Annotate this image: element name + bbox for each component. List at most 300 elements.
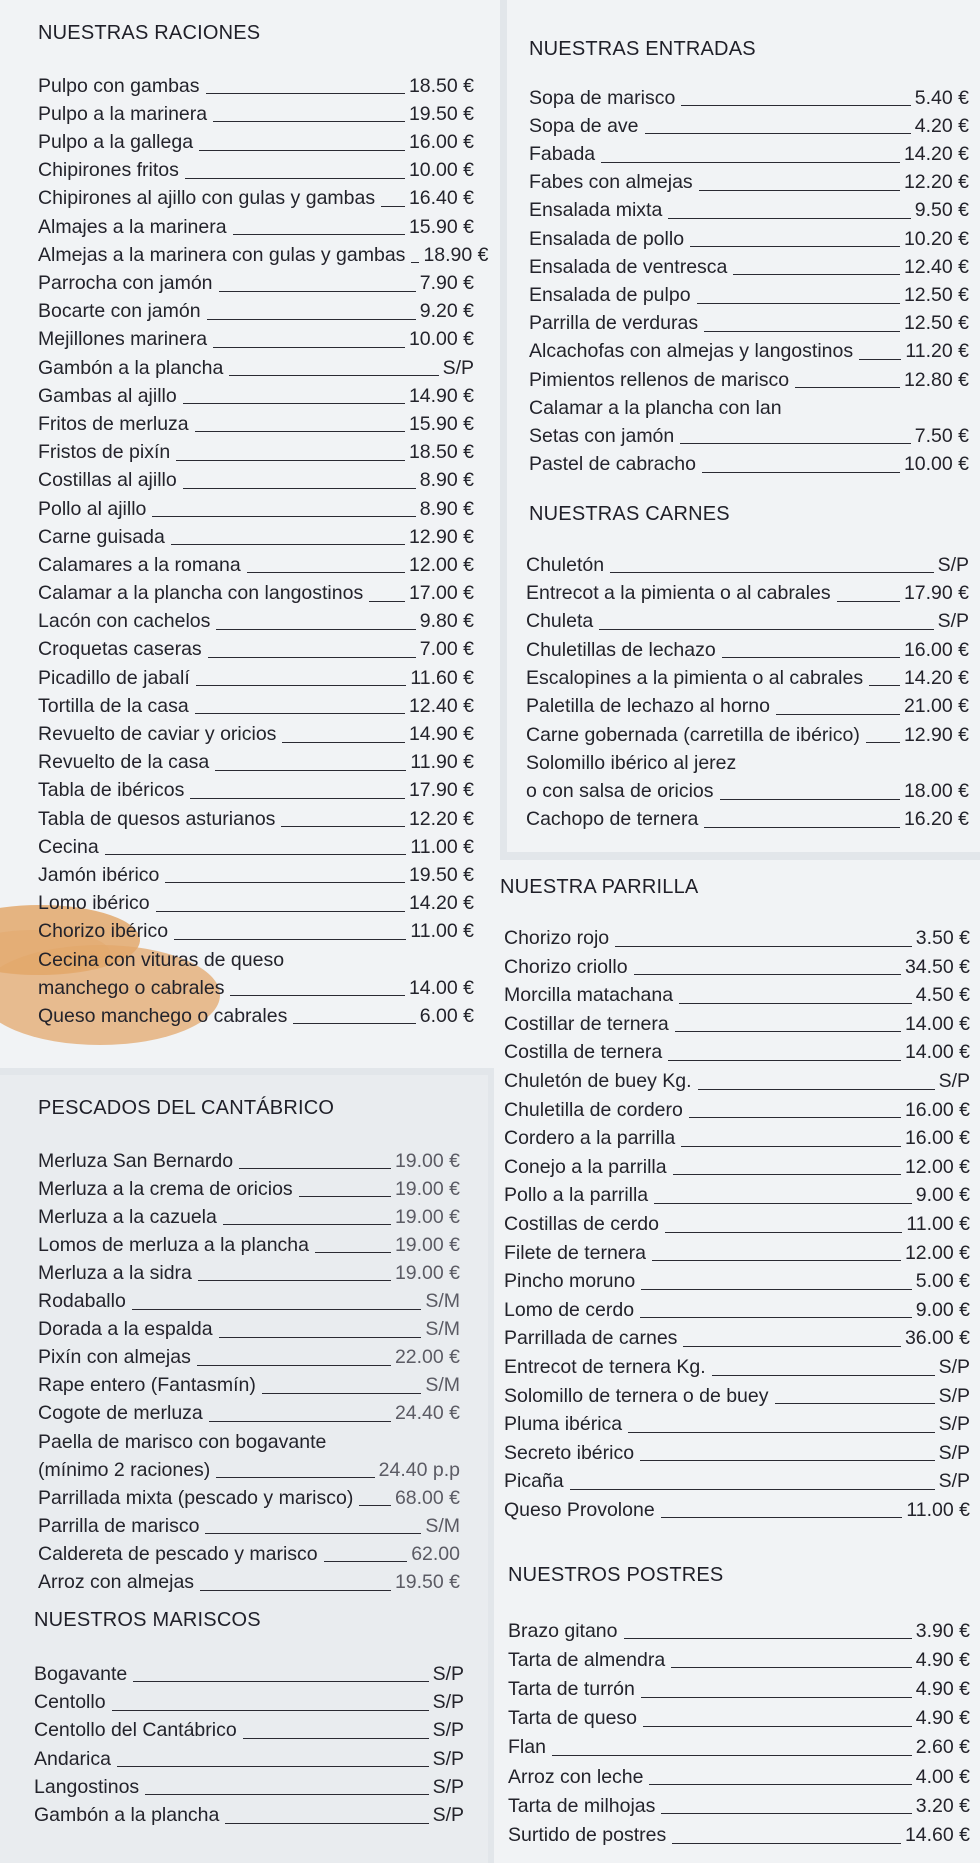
menu-item bbox=[34, 1656, 464, 1684]
menu-item bbox=[529, 362, 969, 390]
item-price: 11.60 € bbox=[410, 666, 474, 689]
menu-item bbox=[38, 942, 474, 970]
item-price: 12.90 € bbox=[903, 723, 969, 746]
item-price: 14.90 € bbox=[408, 384, 474, 407]
menu-item bbox=[508, 1612, 970, 1641]
item-name: Secreto ibérico bbox=[504, 1441, 635, 1464]
leader-line bbox=[206, 93, 405, 94]
leader-line bbox=[117, 1766, 429, 1767]
menu-item bbox=[529, 136, 969, 164]
leader-line bbox=[649, 1784, 911, 1785]
menu-item bbox=[38, 491, 474, 519]
leader-line bbox=[668, 218, 910, 219]
mariscos-list bbox=[34, 1656, 464, 1826]
leader-line bbox=[679, 1003, 912, 1004]
leader-line bbox=[628, 1432, 934, 1433]
item-price: 7.50 € bbox=[914, 424, 969, 447]
menu-item bbox=[38, 1480, 460, 1508]
item-name: Flan bbox=[508, 1736, 546, 1759]
item-price: S/P bbox=[937, 610, 969, 633]
menu-item bbox=[526, 632, 969, 660]
item-price: S/M bbox=[425, 1514, 460, 1537]
item-price: 19.00 € bbox=[394, 1205, 460, 1228]
item-name: Costillas al ajillo bbox=[38, 469, 177, 492]
item-price: 11.00 € bbox=[410, 920, 474, 943]
item-price: 17.90 € bbox=[903, 582, 969, 605]
menu-item bbox=[38, 378, 474, 406]
menu-item bbox=[38, 68, 474, 96]
item-name: Mejillones marinera bbox=[38, 328, 208, 351]
menu-item bbox=[526, 660, 969, 688]
menu-item bbox=[38, 124, 474, 152]
section-title-parrilla: NUESTRA PARRILLA bbox=[500, 876, 699, 898]
menu-item bbox=[526, 688, 969, 716]
item-name: Merluza San Bernardo bbox=[38, 1149, 234, 1172]
menu-item bbox=[504, 1435, 970, 1464]
item-price: S/M bbox=[425, 1374, 460, 1397]
item-price: 14.20 € bbox=[903, 666, 969, 689]
menu-item bbox=[38, 1312, 460, 1340]
item-price: 9.00 € bbox=[915, 1298, 970, 1321]
item-name: Sopa de marisco bbox=[529, 86, 676, 109]
menu-item bbox=[529, 306, 969, 334]
leader-line bbox=[683, 1346, 901, 1347]
item-name: Tarta de queso bbox=[508, 1707, 638, 1730]
menu-item bbox=[504, 1406, 970, 1435]
section-title-pescados: PESCADOS DEL CANTÁBRICO bbox=[38, 1097, 335, 1119]
menu-item bbox=[529, 221, 969, 249]
menu-item bbox=[38, 970, 474, 998]
item-price: 5.40 € bbox=[914, 86, 969, 109]
item-price: 16.20 € bbox=[903, 808, 969, 831]
item-price: 3.20 € bbox=[915, 1794, 970, 1817]
leader-line bbox=[299, 1196, 391, 1197]
leader-line bbox=[673, 1174, 901, 1175]
leader-line bbox=[552, 1755, 912, 1756]
item-price: 15.90 € bbox=[408, 412, 474, 435]
item-price: 2.60 € bbox=[915, 1736, 970, 1759]
item-price: 34.50 € bbox=[904, 955, 970, 978]
item-name: Fabes con almejas bbox=[529, 171, 693, 194]
leader-line bbox=[195, 713, 405, 714]
item-name: Carne guisada bbox=[38, 525, 165, 548]
menu-item bbox=[38, 1199, 460, 1227]
leader-line bbox=[645, 133, 911, 134]
leader-line bbox=[229, 375, 438, 376]
leader-line bbox=[195, 431, 405, 432]
item-name: Pulpo a la marinera bbox=[38, 102, 208, 125]
leader-line bbox=[230, 995, 404, 996]
menu-item bbox=[504, 1263, 970, 1292]
item-name: Costilla de ternera bbox=[504, 1041, 663, 1064]
leader-line bbox=[643, 1726, 912, 1727]
item-name: Centollo bbox=[34, 1691, 106, 1714]
item-price: 18.90 € bbox=[423, 243, 489, 266]
item-price: 7.00 € bbox=[419, 638, 474, 661]
section-title-mariscos: NUESTROS MARISCOS bbox=[34, 1609, 261, 1631]
menu-item bbox=[504, 1235, 970, 1264]
carnes-list bbox=[526, 547, 969, 830]
menu-item bbox=[38, 463, 474, 491]
item-name: Ensalada de pulpo bbox=[529, 284, 691, 306]
item-price: 18.00 € bbox=[903, 780, 969, 803]
leader-line bbox=[196, 685, 407, 686]
item-price: 16.00 € bbox=[904, 1127, 970, 1150]
item-price: 18.50 € bbox=[408, 441, 474, 464]
leader-line bbox=[219, 291, 416, 292]
menu-item bbox=[529, 446, 969, 474]
item-name: Pulpo con gambas bbox=[38, 74, 200, 97]
item-name: Jamón ibérico bbox=[38, 863, 160, 886]
item-name: Chorizo rojo bbox=[504, 927, 610, 950]
item-name: Gambón a la plancha bbox=[34, 1804, 220, 1827]
leader-line bbox=[601, 162, 900, 163]
pescados-list bbox=[38, 1143, 460, 1593]
item-name: Pixín con almejas bbox=[38, 1346, 191, 1369]
item-price: S/P bbox=[937, 553, 969, 576]
item-price: 11.00 € bbox=[906, 1498, 970, 1521]
item-name: Revuelto de la casa bbox=[38, 751, 210, 774]
item-name: Conejo a la parrilla bbox=[504, 1155, 667, 1178]
menu-item bbox=[38, 96, 474, 124]
leader-line bbox=[247, 572, 405, 573]
leader-line bbox=[672, 1843, 901, 1844]
item-name: Tarta de almendra bbox=[508, 1648, 666, 1671]
item-price: S/P bbox=[938, 1384, 970, 1407]
item-price: 14.00 € bbox=[904, 1041, 970, 1064]
item-name: Picaña bbox=[504, 1470, 564, 1493]
item-price: 5.00 € bbox=[915, 1270, 970, 1293]
leader-line bbox=[324, 1561, 408, 1562]
menu-item bbox=[38, 801, 474, 829]
item-price: 16.40 € bbox=[408, 187, 474, 210]
item-name: Entrecot a la pimienta o al cabrales bbox=[526, 582, 831, 605]
menu-item bbox=[38, 829, 474, 857]
menu-item bbox=[504, 1378, 970, 1407]
menu-item bbox=[38, 1340, 460, 1368]
menu-item bbox=[38, 660, 474, 688]
leader-line bbox=[281, 826, 405, 827]
menu-item bbox=[38, 209, 474, 237]
menu-item bbox=[38, 519, 474, 547]
leader-line bbox=[112, 1710, 429, 1711]
menu-item bbox=[38, 1424, 460, 1452]
item-name: Cogote de merluza bbox=[38, 1402, 203, 1425]
leader-line bbox=[174, 939, 406, 940]
item-price: 4.90 € bbox=[915, 1678, 970, 1701]
item-price: 19.50 € bbox=[394, 1571, 460, 1593]
item-price: 11.00 € bbox=[906, 1213, 970, 1236]
item-name: Lomo de cerdo bbox=[504, 1298, 635, 1321]
leader-line bbox=[775, 1403, 935, 1404]
item-name: Cecina con vituras de queso bbox=[38, 948, 285, 971]
menu-item bbox=[38, 1396, 460, 1424]
item-price: 36.00 € bbox=[904, 1327, 970, 1350]
item-name: Chuletilla de cordero bbox=[504, 1098, 683, 1121]
item-name: Carne gobernada (carretilla de ibérico) bbox=[526, 723, 860, 746]
item-price: 12.20 € bbox=[408, 807, 474, 830]
menu-item bbox=[34, 1713, 464, 1741]
item-name: Revuelto de caviar y oricios bbox=[38, 723, 277, 745]
leader-line bbox=[381, 206, 405, 207]
item-name: Tortilla de la casa bbox=[38, 694, 189, 717]
leader-line bbox=[200, 1590, 391, 1591]
item-name: Pastel de cabracho bbox=[529, 453, 696, 476]
item-price: 3.90 € bbox=[915, 1619, 970, 1642]
menu-item bbox=[504, 1063, 970, 1092]
leader-line bbox=[640, 1317, 912, 1318]
item-price: 6.00 € bbox=[419, 1004, 474, 1027]
raciones-list bbox=[38, 68, 489, 1027]
item-name: o con salsa de oricios bbox=[526, 780, 714, 803]
item-name: Pimientos rellenos de marisco bbox=[529, 368, 790, 391]
menu-item bbox=[38, 998, 474, 1026]
item-price: S/P bbox=[938, 1413, 970, 1436]
leader-line bbox=[722, 657, 900, 658]
item-price: 4.90 € bbox=[915, 1707, 970, 1730]
raciones-panel bbox=[0, 0, 500, 1068]
item-price: 22.00 € bbox=[394, 1346, 460, 1369]
item-name: Fristos de pixín bbox=[38, 441, 171, 464]
item-price: 12.50 € bbox=[903, 284, 969, 306]
item-price: S/M bbox=[425, 1290, 460, 1313]
item-name: Paella de marisco con bogavante bbox=[38, 1430, 327, 1453]
item-price: 4.00 € bbox=[915, 1765, 970, 1788]
leader-line bbox=[215, 770, 406, 771]
item-price: 10.20 € bbox=[903, 227, 969, 250]
item-price: 12.90 € bbox=[408, 525, 474, 548]
item-price: S/P bbox=[432, 1775, 464, 1798]
postres-list bbox=[508, 1612, 970, 1846]
item-price: 12.00 € bbox=[904, 1155, 970, 1178]
item-price: 21.00 € bbox=[903, 695, 969, 718]
entradas-carnes-panel bbox=[507, 0, 980, 852]
leader-line bbox=[634, 974, 901, 975]
item-name: Tabla de quesos asturianos bbox=[38, 807, 276, 830]
menu-item bbox=[38, 1171, 460, 1199]
item-name: Costillar de ternera bbox=[504, 1012, 669, 1035]
item-price: S/P bbox=[432, 1662, 464, 1685]
menu-item bbox=[38, 265, 474, 293]
menu-item bbox=[526, 773, 969, 801]
menu-item bbox=[38, 1143, 460, 1171]
menu-item bbox=[38, 406, 474, 434]
leader-line bbox=[315, 1252, 391, 1253]
menu-item bbox=[38, 434, 474, 462]
menu-item bbox=[38, 237, 489, 266]
item-price: S/P bbox=[938, 1356, 970, 1378]
leader-line bbox=[185, 178, 405, 179]
entradas-list bbox=[529, 80, 969, 475]
menu-item bbox=[504, 920, 970, 949]
leader-line bbox=[152, 516, 415, 517]
item-name: Merluza a la cazuela bbox=[38, 1205, 217, 1228]
menu-item bbox=[38, 1255, 460, 1283]
item-price: 4.90 € bbox=[915, 1648, 970, 1671]
leader-line bbox=[681, 1146, 901, 1147]
item-name: Calamares a la romana bbox=[38, 553, 241, 576]
item-name: Fritos de merluza bbox=[38, 412, 189, 435]
menu-item bbox=[38, 914, 474, 942]
item-price: 10.00 € bbox=[903, 453, 969, 476]
item-price: 14.00 € bbox=[408, 976, 474, 999]
pescados-mariscos-panel bbox=[0, 1075, 488, 1863]
item-price: 8.90 € bbox=[419, 497, 474, 520]
menu-item bbox=[34, 1684, 464, 1712]
item-name: Bocarte con jamón bbox=[38, 300, 201, 323]
item-price: 14.90 € bbox=[408, 723, 474, 745]
menu-item bbox=[508, 1787, 970, 1816]
item-name: Picadillo de jabalí bbox=[38, 666, 190, 689]
item-name: Dorada a la espalda bbox=[38, 1318, 213, 1341]
menu-item bbox=[526, 745, 969, 773]
leader-line bbox=[225, 1823, 428, 1824]
menu-item bbox=[508, 1700, 970, 1729]
item-name: Fabada bbox=[529, 143, 596, 166]
item-name: Centollo del Cantábrico bbox=[34, 1719, 237, 1742]
item-price: S/M bbox=[425, 1318, 460, 1341]
menu-item bbox=[38, 688, 474, 716]
leader-line bbox=[293, 1023, 415, 1024]
menu-item bbox=[529, 108, 969, 136]
item-name: Lomo ibérico bbox=[38, 892, 150, 915]
menu-item bbox=[529, 80, 969, 108]
item-price: 17.90 € bbox=[408, 779, 474, 802]
leader-line bbox=[720, 799, 900, 800]
item-name: Bogavante bbox=[34, 1662, 128, 1685]
item-price: 19.00 € bbox=[394, 1261, 460, 1284]
menu-item bbox=[529, 165, 969, 193]
menu-item bbox=[504, 1492, 970, 1521]
leader-line bbox=[239, 1168, 391, 1169]
item-name: Chorizo criollo bbox=[504, 955, 628, 978]
item-name: Pincho moruno bbox=[504, 1270, 636, 1293]
item-price: 4.20 € bbox=[914, 114, 969, 137]
menu-item bbox=[504, 949, 970, 978]
item-name: Rodaballo bbox=[38, 1290, 126, 1313]
leader-line bbox=[680, 443, 911, 444]
item-price: 9.20 € bbox=[419, 300, 474, 323]
item-price: 9.00 € bbox=[915, 1184, 970, 1207]
menu-item bbox=[504, 977, 970, 1006]
leader-line bbox=[712, 1375, 935, 1376]
item-name: Chipirones fritos bbox=[38, 159, 179, 182]
section-title-postres: NUESTROS POSTRES bbox=[508, 1564, 724, 1586]
item-name: Chorizo ibérico bbox=[38, 920, 169, 943]
item-name: Rape entero (Fantasmín) bbox=[38, 1374, 256, 1397]
item-name: Brazo gitano bbox=[508, 1619, 618, 1642]
item-price: 16.00 € bbox=[408, 131, 474, 154]
item-name: Parrillada de carnes bbox=[504, 1327, 678, 1350]
item-name: Ensalada de ventresca bbox=[529, 255, 728, 278]
leader-line bbox=[776, 714, 900, 715]
leader-line bbox=[661, 1517, 903, 1518]
item-name: Pollo a la parrilla bbox=[504, 1184, 649, 1207]
leader-line bbox=[661, 1813, 911, 1814]
menu-item bbox=[38, 181, 474, 209]
menu-item bbox=[508, 1816, 970, 1845]
menu-item bbox=[34, 1797, 464, 1825]
item-name: Chuletillas de lechazo bbox=[526, 638, 716, 661]
menu-item bbox=[38, 1536, 460, 1564]
leader-line bbox=[704, 331, 900, 332]
item-price: S/P bbox=[442, 356, 474, 379]
leader-line bbox=[698, 1089, 935, 1090]
item-price: S/P bbox=[432, 1747, 464, 1770]
menu-item bbox=[529, 193, 969, 221]
menu-item bbox=[34, 1769, 464, 1797]
item-name: Lacón con cachelos bbox=[38, 610, 211, 633]
item-name: Langostinos bbox=[34, 1775, 140, 1798]
menu-item bbox=[526, 604, 969, 632]
item-name: Pollo al ajillo bbox=[38, 497, 147, 520]
menu-item bbox=[504, 1120, 970, 1149]
item-name: Parrocha con jamón bbox=[38, 272, 213, 294]
menu-item bbox=[38, 294, 474, 322]
menu-item bbox=[504, 1206, 970, 1235]
item-price: 12.50 € bbox=[903, 312, 969, 335]
leader-line bbox=[262, 1393, 421, 1394]
item-price: 19.50 € bbox=[408, 102, 474, 125]
leader-line bbox=[171, 544, 405, 545]
leader-line bbox=[176, 460, 405, 461]
item-price: 11.90 € bbox=[410, 751, 474, 774]
menu-item bbox=[529, 249, 969, 277]
item-price: 19.50 € bbox=[408, 863, 474, 886]
item-name: Alcachofas con almejas y langostinos bbox=[529, 340, 854, 363]
leader-line bbox=[165, 882, 405, 883]
parrilla-postres-panel bbox=[494, 860, 980, 1863]
leader-line bbox=[132, 1309, 422, 1310]
menu-item bbox=[504, 1349, 970, 1378]
item-name: Calamar a la plancha con lan bbox=[529, 396, 782, 419]
item-price: 9.50 € bbox=[914, 199, 969, 222]
menu-item bbox=[529, 277, 969, 305]
item-price: 68.00 € bbox=[394, 1486, 460, 1509]
leader-line bbox=[668, 1060, 901, 1061]
item-price: S/P bbox=[432, 1691, 464, 1714]
leader-line bbox=[640, 1460, 934, 1461]
item-name: Costillas de cerdo bbox=[504, 1213, 659, 1236]
leader-line bbox=[869, 685, 900, 686]
item-name: Caldereta de pescado y marisco bbox=[38, 1542, 318, 1565]
leader-line bbox=[599, 629, 933, 630]
item-price: 12.20 € bbox=[903, 171, 969, 194]
leader-line bbox=[105, 854, 407, 855]
item-name: Morcilla matachana bbox=[504, 984, 674, 1007]
menu-item bbox=[38, 153, 474, 181]
menu-item bbox=[38, 1368, 460, 1396]
leader-line bbox=[197, 1365, 391, 1366]
menu-item bbox=[504, 1463, 970, 1492]
leader-line bbox=[671, 1667, 912, 1668]
item-price: 10.00 € bbox=[408, 159, 474, 182]
item-price: 18.50 € bbox=[408, 74, 474, 97]
item-name: Sopa de ave bbox=[529, 114, 639, 137]
leader-line bbox=[213, 121, 405, 122]
item-name: Ensalada de pollo bbox=[529, 227, 685, 250]
item-name: Ensalada mixta bbox=[529, 199, 663, 222]
leader-line bbox=[133, 1681, 428, 1682]
menu-item bbox=[38, 547, 474, 575]
menu-item bbox=[504, 1006, 970, 1035]
item-price: 12.40 € bbox=[903, 255, 969, 278]
item-name: Merluza a la crema de oricios bbox=[38, 1177, 293, 1200]
item-name: Entrecot de ternera Kg. bbox=[504, 1356, 706, 1378]
item-name: Cordero a la parrilla bbox=[504, 1127, 676, 1150]
item-price: 24.40 € bbox=[394, 1402, 460, 1425]
item-price: S/P bbox=[938, 1441, 970, 1464]
